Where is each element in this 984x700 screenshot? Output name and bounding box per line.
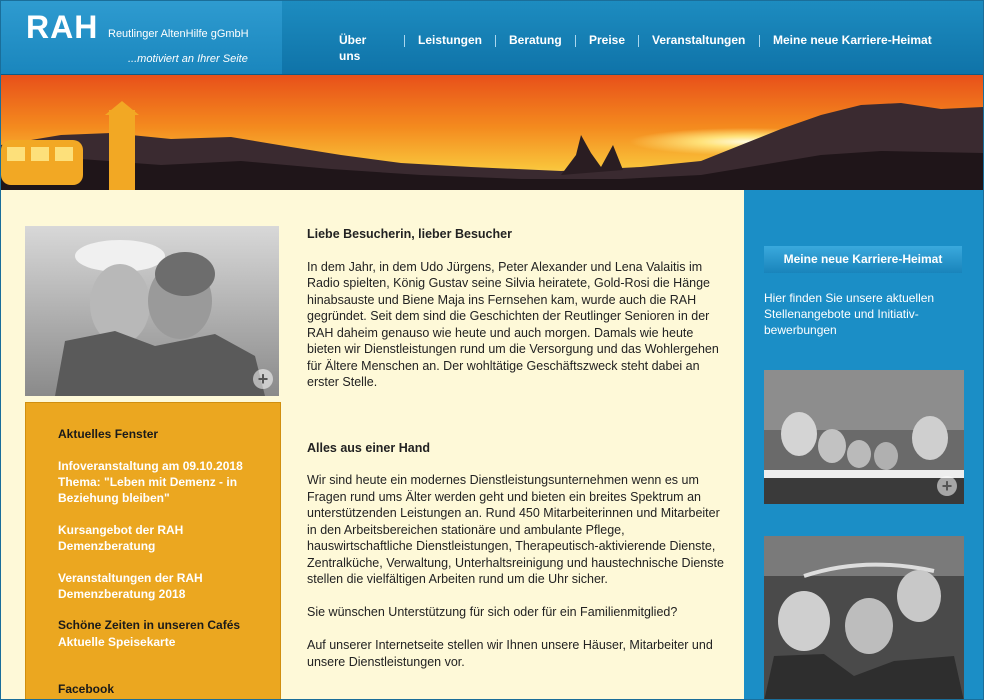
nav-item-veranstaltungen[interactable]: Veranstaltungen — [652, 33, 746, 47]
career-description: Hier finden Sie unsere aktuellen Stellenangebote und Initiativ-bewerbungen — [764, 291, 935, 337]
logo-mark: RAH — [26, 9, 99, 45]
news-sidebar-title: Aktuelles Fenster — [58, 427, 159, 441]
news-sidebar — [25, 402, 281, 700]
news-link-line: Veranstaltungen der RAH — [58, 571, 203, 585]
right-sidebar — [744, 190, 983, 700]
children-game-photo[interactable] — [764, 536, 964, 700]
sunset-landscape-image — [1, 75, 983, 190]
nav-item-label: Über — [339, 33, 367, 47]
news-link-line: Kursangebot der RAH — [58, 523, 184, 537]
logo-name: Reutlinger AltenHilfe gGmbH — [108, 28, 249, 40]
news-link-infoveranstaltung[interactable] — [58, 458, 268, 506]
nav-item-beratung[interactable]: Beratung — [509, 33, 562, 47]
nav-item-label: uns — [339, 49, 361, 63]
news-link-line: Beziehung bleiben" — [58, 491, 170, 505]
children-bath-image — [764, 370, 964, 504]
nav-divider — [404, 35, 405, 47]
nav-item-leistungen[interactable]: Leistungen — [418, 33, 483, 47]
spacer — [307, 407, 725, 424]
site-header — [1, 1, 983, 75]
nav-item-preise[interactable]: Preise — [589, 33, 626, 47]
zoom-icon[interactable]: + — [253, 369, 273, 389]
website-paragraph: Auf unserer Internetseite stellen wir Ihnen unsere Häuser, Mitarbeiter und unsere Dienstleistungen vor. — [307, 638, 713, 669]
children-bath-photo[interactable] — [764, 370, 964, 504]
nav-item-ueber-uns[interactable] — [339, 32, 366, 64]
zoom-icon[interactable]: + — [937, 476, 957, 496]
welcome-heading: Liebe Besucherin, lieber Besucher — [307, 227, 512, 241]
children-game-image — [764, 536, 964, 700]
cafe-heading: Schöne Zeiten in unseren Cafés — [58, 618, 241, 632]
news-link-kursangebot[interactable] — [58, 522, 268, 554]
news-link-veranstaltungen[interactable] — [58, 570, 268, 602]
main-content — [307, 226, 725, 687]
sunset-banner — [1, 75, 983, 190]
nav-divider — [759, 35, 760, 47]
services-heading: Alles aus einer Hand — [307, 440, 430, 455]
services-paragraph: Wir sind heute ein modernes Dienstleistungsunternehmen wenn es um Fragen rund ums Älter werden geht und bieten ein breites Spektrum an unterstützenden Leistungen an. Rund 450 Mitarbeiterinnen und Mitarbeiter in den Arbeitsbereichen stationäre und ambulante Pflege, hauswirtschaftliche Dienstleistungen, Therapeutisch-aktivierende Dienste, Zentralküche, Verwaltung, Unterhaltsreinigung und haustechnische Dienste stellen die vielfältigen Arbeiten rund um die Uhr sicher. — [307, 473, 724, 586]
news-link-line: Infoveranstaltung am 09.10.2018 — [58, 459, 243, 473]
couple-photo[interactable] — [25, 226, 279, 396]
logo-slogan: ...motiviert an Ihrer Seite — [128, 53, 248, 65]
news-link-line: Demenzberatung 2018 — [58, 587, 186, 601]
menu-link[interactable]: Aktuelle Speisekarte — [58, 635, 176, 649]
nav-divider — [575, 35, 576, 47]
nav-divider — [495, 35, 496, 47]
logo[interactable] — [1, 1, 282, 74]
nav-divider — [638, 35, 639, 47]
support-question: Sie wünschen Unterstützung für sich oder für ein Familienmitglied? — [307, 605, 678, 619]
intro-paragraph: In dem Jahr, in dem Udo Jürgens, Peter Alexander und Lena Valaitis im Radio spielten, König Gustav seine Silvia heiratete, Gold-Rosi die Hänge hinabsauste und Biene Maja ins Fernsehen kam, wurde auch die RAH gegründet. Seit dem sind die Geschichten der Reutlinger Senioren in der RAH daheim genauso wie heute und auch morgen. Damals wie heute bieten wir Dienstleistungen rund um die Versorgung und das Wohlergehen für Ältere Menschen an. Der wohltätige Geschäftszweck steht dabei an erster Stelle. — [307, 259, 719, 389]
couple-photo-image — [25, 226, 279, 396]
facebook-heading: Facebook — [58, 682, 115, 696]
news-link-line: Demenzberatung — [58, 539, 156, 553]
career-button[interactable]: Meine neue Karriere-Heimat — [764, 246, 962, 273]
news-link-line: Thema: "Leben mit Demenz - in — [58, 475, 238, 489]
nav-item-karriere[interactable]: Meine neue Karriere-Heimat — [773, 33, 932, 47]
